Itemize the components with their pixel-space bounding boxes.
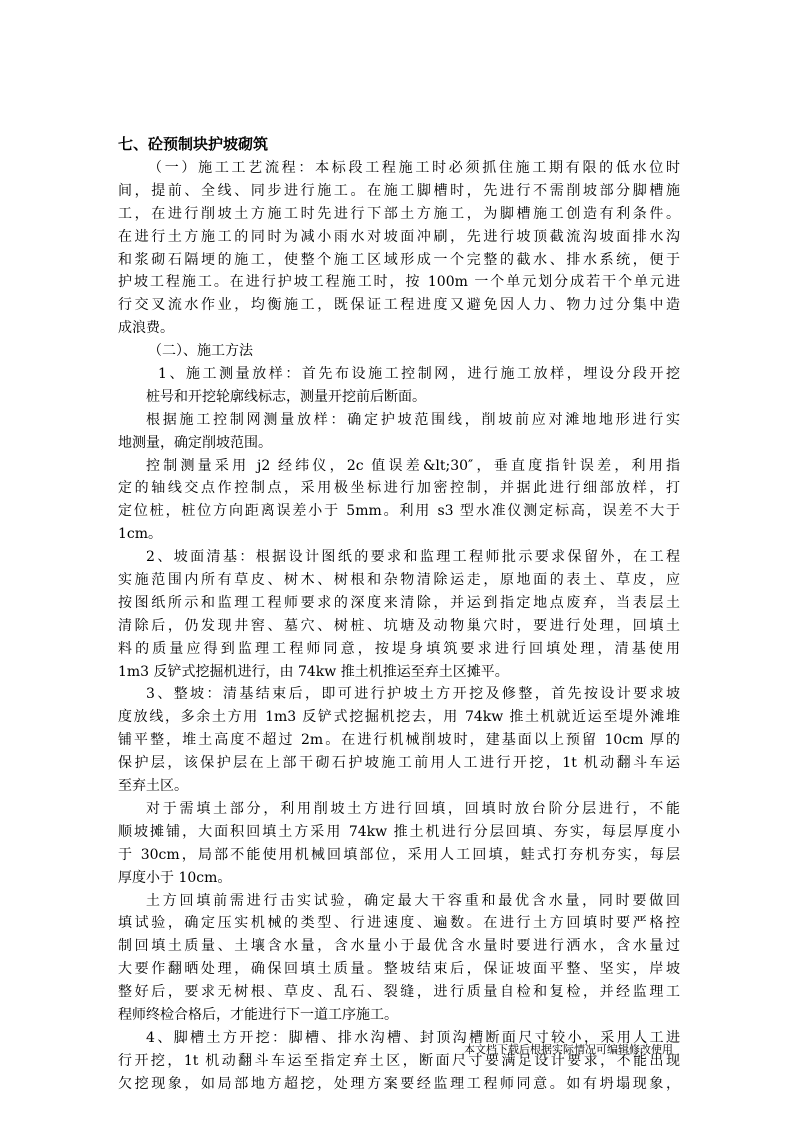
- paragraph-line: 行交叉流水作业，均衡施工，既保证工程进度又避免因人力、物力过分集中造: [118, 297, 680, 314]
- paragraph-line: 根据施工控制网测量放样：确定护坡范围线，削坡前应对滩地地形进行实: [146, 411, 680, 428]
- paragraph-line: 保护层，该保护层在上部干砌石护坡施工前用人工进行开挖，1t 机动翻斗车运: [118, 755, 680, 772]
- paragraph-line: 和浆砌石隔埂的施工，使整个施工区域形成一个完整的截水、排水系统，便于: [118, 251, 680, 268]
- paragraph-line: 料的质量应得到监理工程师同意，按堤身填筑要求进行回填处理，清基使用: [118, 640, 680, 657]
- paragraph-line: 厚度小于 10cm。: [118, 869, 232, 886]
- paragraph-line: 大要作翻晒处理，确保回填土质量。整坡结束后，保证坡面平整、坚实，岸坡: [118, 961, 680, 978]
- paragraph-line: 控制测量采用 j2 经纬仪，2c 值误差&lt;30″，垂直度指针误差，利用指: [146, 457, 680, 474]
- paragraph-line: 行开挖，1t 机动翻斗车运至指定弃土区，断面尺寸要满足设计要求，不能出现: [118, 1052, 680, 1069]
- paragraph-line: 1、施工测量放样：首先布设施工控制网，进行施工放样，埋设分段开挖: [158, 366, 680, 383]
- paragraph-line: 定的轴线交点作控制点，采用极坐标进行加密控制，并据此进行细部放样，打: [118, 480, 680, 497]
- paragraph-line: 土方回填前需进行击实试验，确定最大干容重和最优含水量，同时要做回: [146, 892, 680, 909]
- paragraph-line: 护坡工程施工。在进行护坡工程施工时，按 100m 一个单元划分成若干个单元进: [118, 274, 680, 291]
- paragraph-line: 对于需填土部分，利用削坡土方进行回填，回填时放台阶分层进行，不能: [146, 800, 680, 817]
- paragraph-line: 度放线，多余土方用 1m3 反铲式挖掘机挖去，用 74kw 推土机就近运至堤外滩堆: [118, 709, 680, 726]
- paragraph-line: 制回填土质量、土壤含水量，含水量小于最优含水量时要进行洒水，含水量过: [118, 938, 680, 955]
- paragraph-line: 于 30cm，局部不能使用机械回填部位，采用人工回填，蛙式打夯机夯实，每层: [118, 846, 680, 863]
- paragraph-line: 欠挖现象，如局部地方超挖，处理方案要经监理工程师同意。如有坍塌现象，: [118, 1075, 680, 1092]
- paragraph-line: 工，在进行削坡土方施工时先进行下部土方施工，为脚槽施工创造有利条件。: [118, 205, 680, 222]
- paragraph-line: 整好后，要求无树根、草皮、乱石、裂缝，进行质量自检和复检，并经监理工: [118, 984, 680, 1001]
- paragraph-line: 桩号和开挖轮廓线标志，测量开挖前后断面。: [146, 388, 426, 405]
- paragraph-line: 在进行土方施工的同时为减小雨水对坡面冲刷，先进行坡顶截流沟坡面排水沟: [118, 228, 680, 245]
- paragraph-line: （一）施工工艺流程：本标段工程施工时必须抓住施工期有限的低水位时: [148, 160, 680, 176]
- paragraph-line: 填试验，确定压实机械的类型、行进速度、遍数。在进行土方回填时要严格控: [118, 915, 680, 932]
- paragraph-line: 3、整坡：清基结束后，即可进行护坡土方开挖及修整，首先按设计要求坡: [146, 686, 680, 703]
- paragraph-line: 成浪费。: [118, 320, 174, 337]
- paragraph-line: 按图纸所示和监理工程师要求的深度来清除，并运到指定地点废弃，当表层土: [118, 594, 680, 611]
- paragraph-line: 4、脚槽土方开挖：脚槽、排水沟槽、封顶沟槽断面尺寸较小，采用人工进: [146, 1029, 680, 1046]
- paragraph-line: 至弃土区。: [118, 778, 188, 795]
- paragraph-line: 地测量，确定削坡范围。: [118, 434, 272, 451]
- footer-note: 本文档下载后根据实际情况可编辑修改使用: [464, 1043, 673, 1056]
- paragraph-line: 清除后，仍发现井窖、墓穴、树桩、坑塘及动物巢穴时，要进行处理，回填土: [118, 617, 680, 634]
- paragraph-line: 实施范围内所有草皮、树木、树根和杂物清除运走，原地面的表土、草皮，应: [118, 572, 680, 589]
- paragraph-line: 1m3 反铲式挖掘机进行，由 74kw 推土机推运至弃土区摊平。: [118, 663, 509, 680]
- paragraph-line: 程师终检合格后，才能进行下一道工序施工。: [118, 1006, 398, 1023]
- paragraph-line: 2、坡面清基：根据设计图纸的要求和监理工程师批示要求保留外，在工程: [146, 549, 680, 566]
- paragraph-line: （二）、施工方法: [148, 343, 253, 360]
- paragraph-line: 铺平整，堆土高度不超过 2m。在进行机械削坡时，建基面以上预留 10cm 厚的: [118, 732, 680, 749]
- body-text: [118, 157, 680, 1096]
- paragraph-line: 间，提前、全线、同步进行施工。在施工脚槽时，先进行不需削坡部分脚槽施: [118, 182, 680, 199]
- paragraph-line: 顺坡摊铺，大面积回填土方采用 74kw 推土机进行分层回填、夯实，每层厚度小: [118, 823, 680, 840]
- section-heading: 七、砼预制块护坡砌筑: [118, 135, 269, 153]
- paragraph-line: 1cm。: [118, 526, 163, 543]
- paragraph-line: 定位桩，桩位方向距离误差小于 5mm。利用 s3 型水准仪测定标高，误差不大于: [118, 503, 680, 520]
